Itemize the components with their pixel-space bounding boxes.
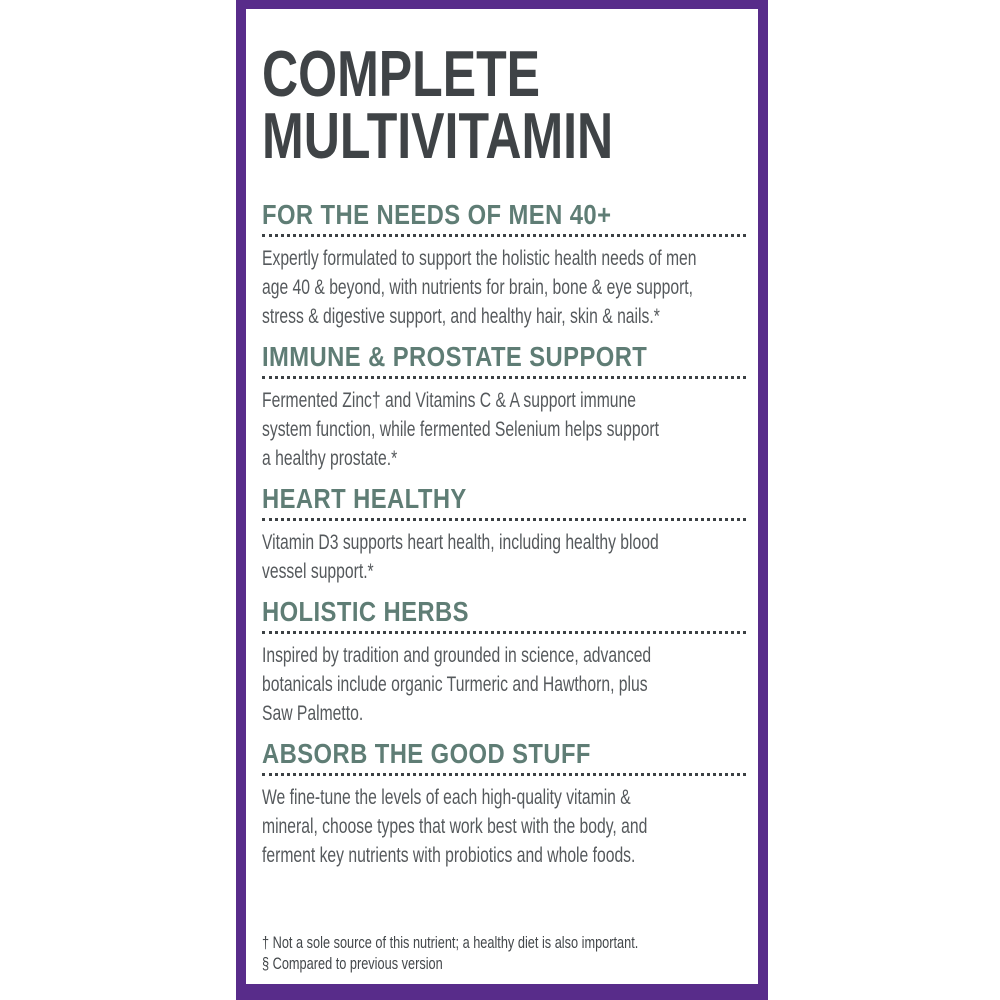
- body-text-line: Fermented Zinc† and Vitamins C & A support immune: [262, 388, 636, 412]
- section-heading: FOR THE NEEDS OF MEN 40+: [262, 199, 612, 230]
- section-immune-prostate: [262, 342, 746, 473]
- label-content: [246, 9, 758, 984]
- body-text-line: Saw Palmetto.: [262, 701, 364, 725]
- product-title-line2: MULTIVITAMIN: [262, 99, 614, 172]
- section-heading: ABSORB THE GOOD STUFF: [262, 738, 591, 769]
- product-title-line1: COMPLETE: [262, 37, 541, 110]
- body-text-line: We fine-tune the levels of each high-quality vitamin &: [262, 785, 631, 809]
- body-text-line: Expertly formulated to support the holistic health needs of men: [262, 246, 697, 270]
- footnotes: [262, 932, 746, 974]
- body-text-line: mineral, choose types that work best with the body, and: [262, 814, 648, 838]
- section-holistic-herbs: [262, 597, 746, 728]
- section-needs-of-men: [262, 200, 746, 331]
- body-text-line: Vitamin D3 supports heart health, including healthy blood: [262, 530, 659, 554]
- body-text-line: botanicals include organic Turmeric and Hawthorn, plus: [262, 672, 648, 696]
- body-text-line: Inspired by tradition and grounded in science, advanced: [262, 643, 652, 667]
- section-heading: HOLISTIC HERBS: [262, 596, 469, 627]
- body-text-line: stress & digestive support, and healthy hair, skin & nails.*: [262, 304, 660, 328]
- section-heart-healthy: [262, 484, 746, 586]
- body-text-line: ferment key nutrients with probiotics and whole foods.: [262, 843, 636, 867]
- product-title: [262, 37, 746, 172]
- body-text-line: a healthy prostate.*: [262, 446, 398, 470]
- dotted-divider: [262, 773, 746, 776]
- body-text-line: system function, while fermented Selenium helps support: [262, 417, 659, 441]
- section-heading: IMMUNE & PROSTATE SUPPORT: [262, 341, 648, 372]
- section-absorb-good-stuff: [262, 739, 746, 870]
- footnote-dagger: † Not a sole source of this nutrient; a healthy diet is also important.: [262, 933, 639, 952]
- footnote-section-mark: § Compared to previous version: [262, 954, 443, 973]
- dotted-divider: [262, 376, 746, 379]
- dotted-divider: [262, 518, 746, 521]
- product-label-panel: [236, 0, 768, 1000]
- dotted-divider: [262, 631, 746, 634]
- section-heading: HEART HEALTHY: [262, 483, 467, 514]
- body-text-line: vessel support.*: [262, 559, 374, 583]
- body-text-line: age 40 & beyond, with nutrients for brain, bone & eye support,: [262, 275, 694, 299]
- dotted-divider: [262, 234, 746, 237]
